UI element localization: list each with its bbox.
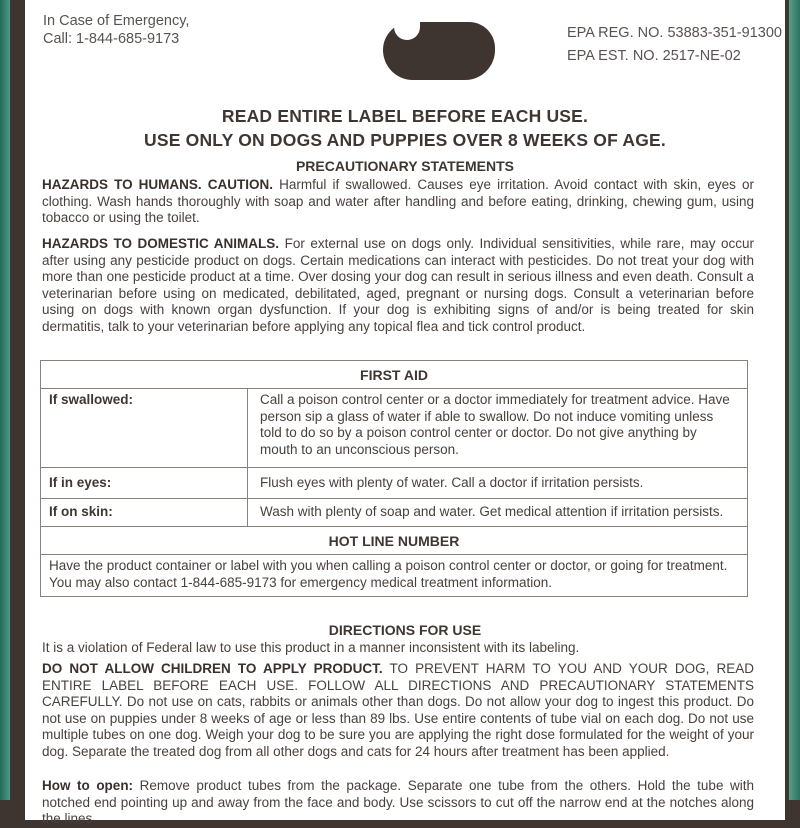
first-aid-table [40, 360, 748, 597]
children-paragraph [42, 661, 754, 760]
children-text: TO PREVENT HARM TO YOU AND YOUR DOG, READ ENTIRE LABEL BEFORE EACH USE. FOLLOW ALL DIRECTIONS AND PRECAUTIONARY STATEMENTS CAREFULLY. Do not use on cats, rabbits or animals other than dogs. Do not allow your dog to ingest this product. Do not use on puppies under 8 weeks of age or less than 89 lbs. Use entire contents of tube vial on each dog. Do not use multiple tubes on one dog. Weigh your dog to be sure you are applying the right dose formulated for the weight of your dog. Separate the treated dog from all other dogs and cats for 24 hours after treatment has been applied. [42, 661, 754, 759]
emergency-line-1: In Case of Emergency, [43, 13, 190, 29]
hazards-animals-paragraph [42, 236, 754, 335]
how-to-open-paragraph [42, 778, 754, 828]
package-edge-right [789, 0, 800, 800]
hotline-text: Have the product container or label with you when calling a poison control center or doctor, or going for treatment. You may also contact 1-844-685-9173 for emergency medical treatment information. [41, 555, 748, 597]
epa-est-number: EPA EST. NO. 2517-NE-02 [567, 48, 741, 64]
table-row [41, 468, 748, 499]
first-aid-label-eyes: If in eyes: [41, 468, 248, 499]
hotline-heading: HOT LINE NUMBER [41, 527, 748, 555]
table-row [41, 555, 748, 597]
precautionary-heading: PRECAUTIONARY STATEMENTS [295, 158, 515, 174]
emergency-line-2: Call: 1-844-685-9173 [43, 31, 180, 47]
table-row [41, 389, 748, 468]
hazards-animals-label: HAZARDS TO DOMESTIC ANIMALS. [42, 236, 280, 251]
directions-heading: DIRECTIONS FOR USE [328, 622, 482, 638]
first-aid-label-skin: If on skin: [41, 498, 248, 527]
banner-line-2: USE ONLY ON DOGS AND PUPPIES OVER 8 WEEKS OF AGE. [144, 130, 666, 150]
package-edge-left [0, 0, 10, 800]
violation-text: It is a violation of Federal law to use this product in a manner inconsistent with its labeling. [42, 640, 580, 655]
children-label: DO NOT ALLOW CHILDREN TO APPLY PRODUCT. [42, 661, 383, 676]
first-aid-heading: FIRST AID [41, 361, 748, 389]
epa-reg-number: EPA REG. NO. 53883-351-91300 [567, 25, 782, 41]
hazards-humans-label: HAZARDS TO HUMANS. CAUTION. [42, 177, 274, 192]
banner-line-1: READ ENTIRE LABEL BEFORE EACH USE. [221, 106, 589, 126]
table-row [41, 498, 748, 527]
first-aid-text-eyes: Flush eyes with plenty of water. Call a doctor if irritation persists. [248, 468, 748, 499]
first-aid-text-swallowed: Call a poison control center or a doctor immediately for treatment advice. Have person sip a glass of water if able to swallow. Do not induce vomiting unless told to do so by a poison control center or doctor. Do not give anything by mouth to an unconscious person. [248, 389, 748, 468]
hazards-animals-text: For external use on dogs only. Individual sensitivities, while rare, may occur after using any pesticide product on dogs. Certain medications can interact with pesticides. Do not treat your dog with more than one pesticide product at a time. Over dosing your dog can result in serious illness and even death. Consult a veterinarian before using on medicated, debilitated, aged, pregnant or nursing dogs. Consult a veterinarian before using on dogs with known organ dysfunction. If your dog is exhibiting signs of and/or is being treated for skin dermatitis, talk to your veterinarian before applying any topical flea and tick control product. [42, 236, 754, 334]
how-to-open-label: How to open: [42, 778, 134, 793]
first-aid-text-skin: Wash with plenty of soap and water. Get medical attention if irritation persists. [248, 498, 748, 527]
hazards-humans-text: Harmful if swallowed. Causes eye irritation. Avoid contact with skin, eyes or clothing. Wash hands thoroughly with soap and water after handling and before eating, drinking, chewing gum, using tobacco or using the toilet. [42, 177, 754, 225]
how-to-open-text: Remove product tubes from the package. Separate one tube from the others. Hold the tube with notched end pointing up and away from the face and body. Use scissors to cut off the narrow end at the notches along the lines. [42, 778, 754, 826]
first-aid-label-swallowed: If swallowed: [41, 389, 248, 468]
hazards-humans-paragraph [42, 177, 754, 227]
